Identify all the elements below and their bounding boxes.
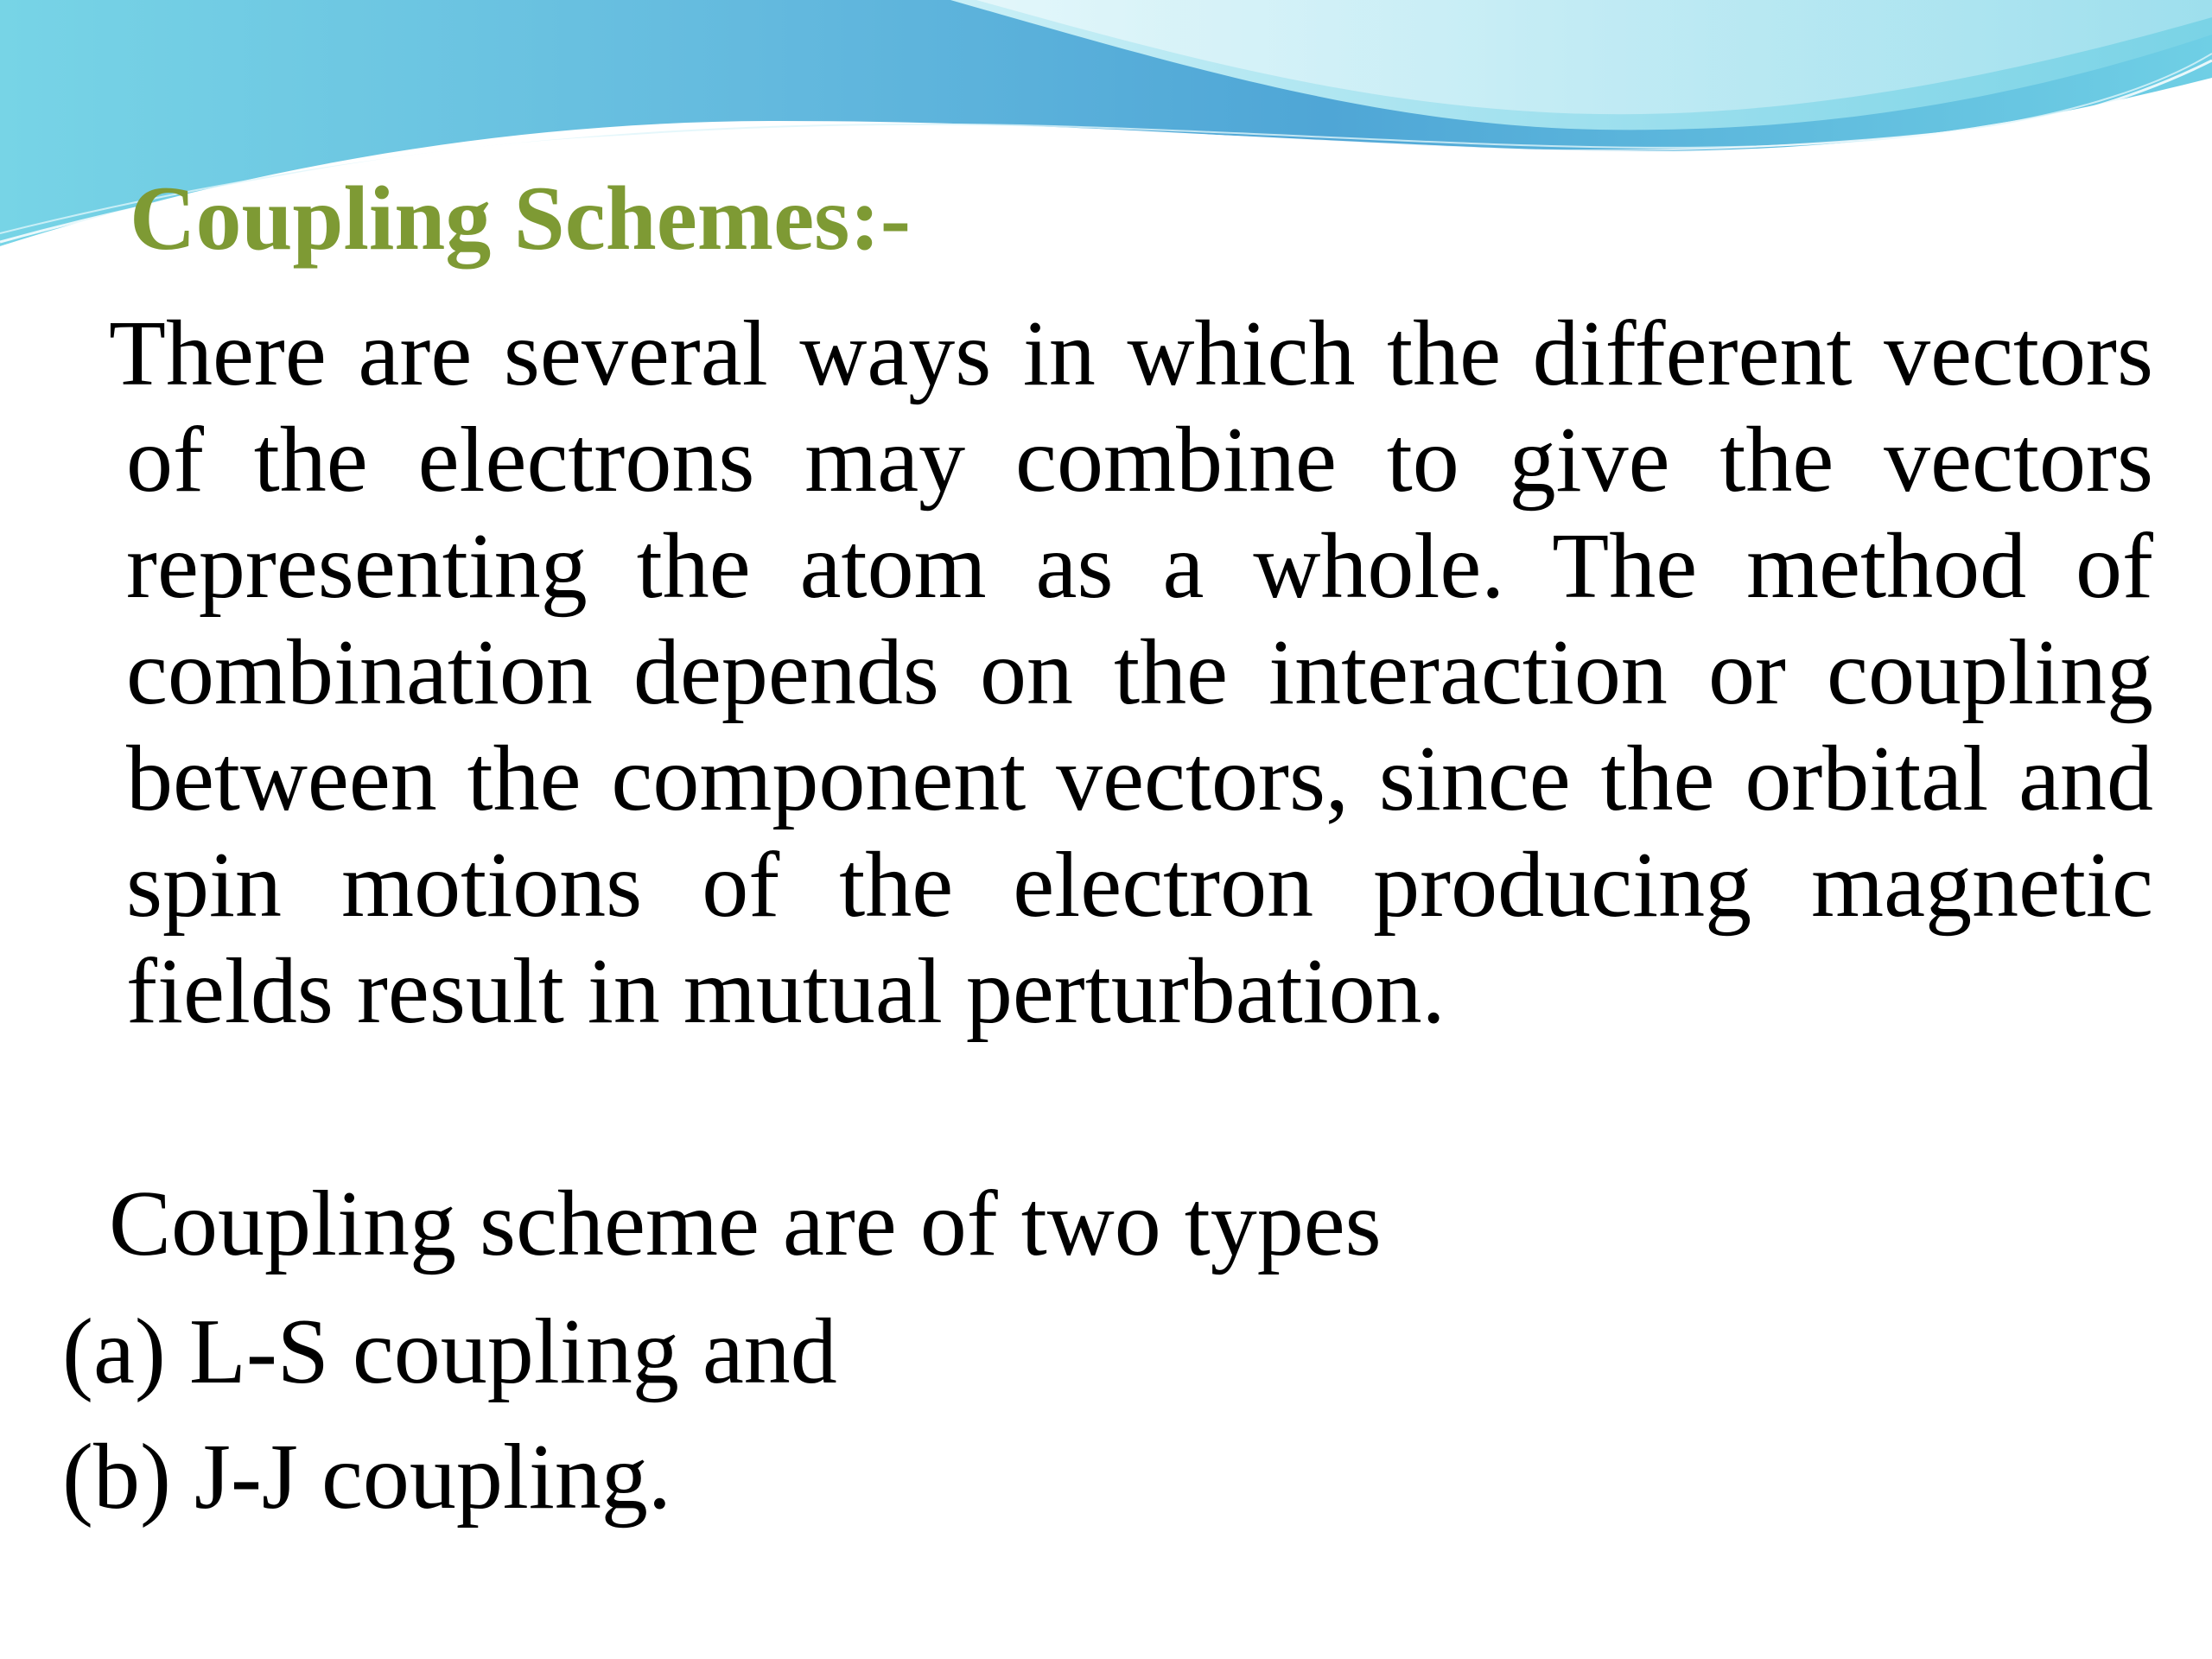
list-item-jj-coupling: (b) J-J coupling. <box>62 1426 671 1529</box>
slide-title: Coupling Schemes:- <box>130 168 912 269</box>
list-item-ls-coupling: (a) L-S coupling and <box>62 1300 837 1403</box>
coupling-types-intro: Coupling scheme are of two types <box>109 1173 1382 1275</box>
body-paragraph: There are several ways in which the different vectors of the electrons may combine to give the vectors representing the atom as a whole. The method of combination depends on the interaction or coupling between the component vectors, since the orbital and spin motions of the electron producing magnetic fields result in mutual perturbation. <box>109 302 2153 1043</box>
